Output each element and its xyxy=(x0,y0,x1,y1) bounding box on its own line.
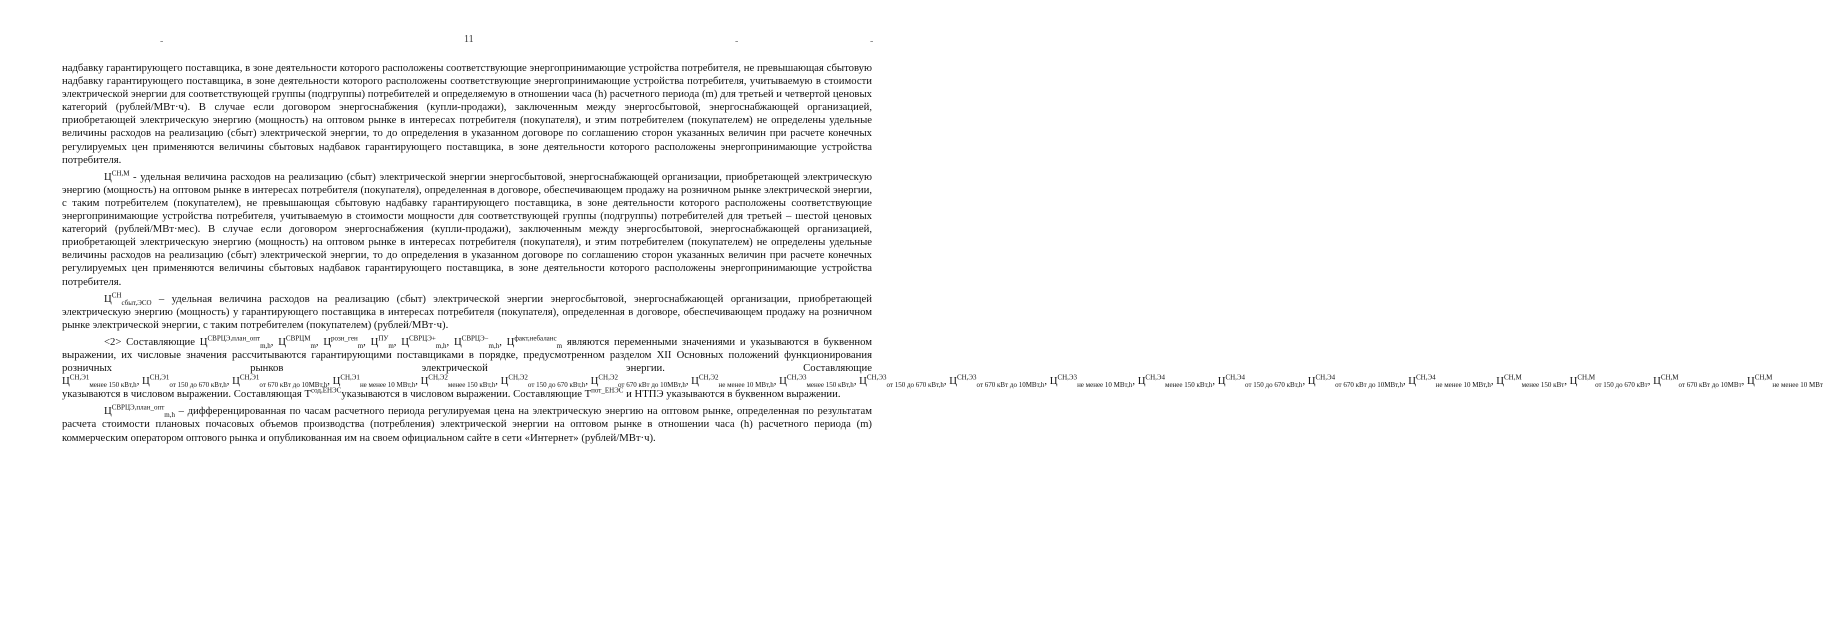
price-term: $Ц^{факт,небаланс}_m$ xyxy=(506,334,563,351)
price-term: $Ц^{СН,М}_{менее 150 кВт}$, xyxy=(1496,373,1570,390)
price-term: $Ц^{СН,Э1}_{менее 150 кВт,h}$, xyxy=(62,373,143,390)
paragraph-5 xyxy=(62,405,872,444)
price-term: $Ц^{СН,Э2}_{от 670 кВт до 10МВт,h}$, xyxy=(590,373,692,390)
tariff-symbol: $T^{пот\_ЕНЭС}$ xyxy=(584,386,624,401)
paragraph-text: надбавку гарантирующего поставщика, в зоне деятельности которого расположены соответствующие энергопринимающие устройства потребителя, не превышающая сбытовую надбавку гарантирующего поставщика, в зоне деятельности которого расположены соответствующие энергопринимающие устройства потребителя, учитываемую в стоимости электрической энергии для соответствующей группы (подгруппы) потребителей и определяемую в отношении часа (h) расчетного периода (m) для третьей и четвертой ценовых категорий (рублей/МВт·ч). В случае если договором энергоснабжения (купли-продажи), заключенным между энергосбытовой, энергоснабжающей организацией, приобретающей электрическую энергию (мощность) на оптовом рынке в интересах потребителя (покупателя), и этим потребителем (покупателем) не определены удельные величины расходов на реализацию (сбыт) электрической энергии, то до определения в указанном договоре по соглашению сторон указанных величин при расчете конечных регулируемых цен применяются величины сбытовых надбавок гарантирующего поставщика, в зоне деятельности которого расположены энергопринимающие устройства потребителя. xyxy=(62,62,872,166)
price-term: $Ц^{СН,Э4}_{менее 150 кВт,h}$, xyxy=(1137,373,1218,390)
paragraph-text: – удельная величина расходов на реализацию (сбыт) электрической энергии энергосбытовой, энергоснабжающей организации, приобретающей электрическую энергию (мощность) у гарантирующего поставщика в интересах потребителя (покупателя), определенная в договоре, обеспечивающем продажу на розничном рынке электрической энергии, с таким потребителем (покупателем) (рублей/МВт·ч). xyxy=(62,292,872,331)
edge-mark: - xyxy=(870,36,874,47)
price-term: $Ц^{СН,Э3}_{от 150 до 670 кВт,h}$, xyxy=(859,373,950,390)
paragraph-3 xyxy=(62,293,872,332)
price-term: $Ц^{ПУ}_m$, xyxy=(370,334,402,351)
paragraph-2 xyxy=(62,171,872,289)
paragraph-text: являются переменными значениями и указываются в буквенном выражении, их числовые значения рассчитываются гарантирующими поставщиками в порядке, предусмотренном разделом XII Основных положений функционирования розничных рынков электрической энергии. Составляющие xyxy=(62,335,873,375)
price-symbol: $Ц^{СН}_{сбыт,ЭСО}$ xyxy=(104,291,152,307)
paragraph-text: - удельная величина расходов на реализацию (сбыт) электрической энергии энергосбытовой, энергоснабжающей организации, приобретающей электрическую энергию (мощность) на оптовом рынке в интересах потребителя (покупателя), определенная в договоре, обеспечивающем продажу на розничном рынке электрической энергии, с таким потребителем (покупателем), не превышающая сбытовую надбавку гарантирующего поставщика, в зоне деятельности которого расположены соответствующие энергопринимающие устройства потребителя, учитываемую в стоимости мощности для соответствующей группы (подгруппы) потребителей для третьей – шестой ценовых категорий (рублей/МВт·мес). В случае если договором энергоснабжения (купли-продажи), заключенным между энергосбытовой, энергоснабжающей организацией, приобретающей электрическую энергию (мощность) на оптовом рынке в интересах потребителя (покупателя), и этим потребителем (покупателем) не определены удельные величины расходов на реализацию (сбыт) электрической энергии, то до определения в указанном договоре по соглашению сторон указанных величин при расчете конечных регулируемых цен применяются величины сбытовых надбавок гарантирующего поставщика, в зоне деятельности которого расположены энергопринимающие устройства потребителя. xyxy=(62,170,872,288)
price-term: $Ц^{СВРЦЭ+}_{m,h}$, xyxy=(401,334,454,351)
paragraph-text: указываются в числовом выражении. Составляющая xyxy=(62,388,305,401)
paragraph-text: указываются в числовом выражении. Составляющие xyxy=(341,388,585,401)
price-term: $Ц^{СН,Э2}_{менее 150 кВт,h}$, xyxy=(420,373,501,390)
price-symbol: $Ц^{СВРЦЭ,план\_опт}_{m,h}$ xyxy=(104,403,175,420)
price-term: $Ц^{СВРЦМ}_m$, xyxy=(278,334,324,351)
price-term: $Ц^{СВРЦЭ,план\_опт}_{m,h}$, xyxy=(199,334,279,351)
price-term: $Ц^{СН,Э4}_{от 150 до 670 кВт,h}$, xyxy=(1217,373,1308,390)
price-term: $Ц^{СН,Э2}_{от 150 до 670 кВт,h}$, xyxy=(500,373,591,390)
price-term: $Ц^{СН,Э4}_{не менее 10 МВт,h}$, xyxy=(1408,373,1497,390)
price-term: $Ц^{СВРЦЭ-}_{m,h}$, xyxy=(453,334,507,351)
paragraph-4 xyxy=(62,334,1823,401)
price-term: $Ц^{СН,Э1}_{не менее 10 МВт,h}$, xyxy=(332,373,421,390)
price-term: $Ц^{СН,М}_{не менее 10 МВт}$ xyxy=(1746,373,1823,390)
paragraph-text: – дифференцированная по часам расчетного периода регулируемая цена на электрическую энергию на оптовом рынке, определенная по результатам расчета стоимости плановых почасовых объемов производства (потребления) электрической энергии на оптовом рынке в отношении часа (h) расчетного периода (m) коммерческим оператором оптового рынка и опубликованная им на своем официальном сайте в сети «Интернет» (рублей/МВт·ч). xyxy=(62,405,872,444)
price-term: $Ц^{СН,Э2}_{не менее 10 МВт,h}$, xyxy=(691,373,780,390)
paragraph-lead: <2> Составляющие xyxy=(104,335,196,348)
price-term: $Ц^{СН,Э1}_{от 150 до 670 кВт,h}$, xyxy=(142,373,233,390)
document-body xyxy=(62,62,1823,445)
edge-mark: - xyxy=(160,36,164,47)
tariff-symbol: $T^{сод,ЕНЭС}$ xyxy=(304,386,342,401)
page-number: 11 xyxy=(464,34,474,45)
price-term: $Ц^{СН,Э3}_{менее 150 кВт,h}$, xyxy=(779,373,860,390)
price-term: $Ц^{СН,Э1}_{от 670 кВт до 10МВт,h}$, xyxy=(232,373,333,390)
price-symbol: $Ц^{СН,М}$ xyxy=(104,169,130,183)
price-term: $Ц^{СН,Э3}_{не менее 10 МВт,h}$, xyxy=(1049,373,1138,390)
price-term: $Ц^{розн\_ген}_m$, xyxy=(323,334,371,351)
price-term: $Ц^{СН,Э3}_{от 670 кВт до 10МВт,h}$, xyxy=(949,373,1050,390)
paragraph-1 xyxy=(62,62,872,167)
price-term: $Ц^{СН,Э4}_{от 670 кВт до 10МВт,h}$, xyxy=(1307,373,1409,390)
price-term: $Ц^{СН,М}_{от 150 до 670 кВт}$, xyxy=(1569,373,1654,390)
paragraph-text: и НТПЭ указываются в буквенном выражении. xyxy=(623,388,841,401)
edge-mark: - xyxy=(735,36,739,47)
price-term: $Ц^{СН,М}_{от 670 кВт до 10МВт}$, xyxy=(1653,373,1747,390)
numeric-terms xyxy=(62,373,1823,390)
variable-terms xyxy=(199,334,563,351)
